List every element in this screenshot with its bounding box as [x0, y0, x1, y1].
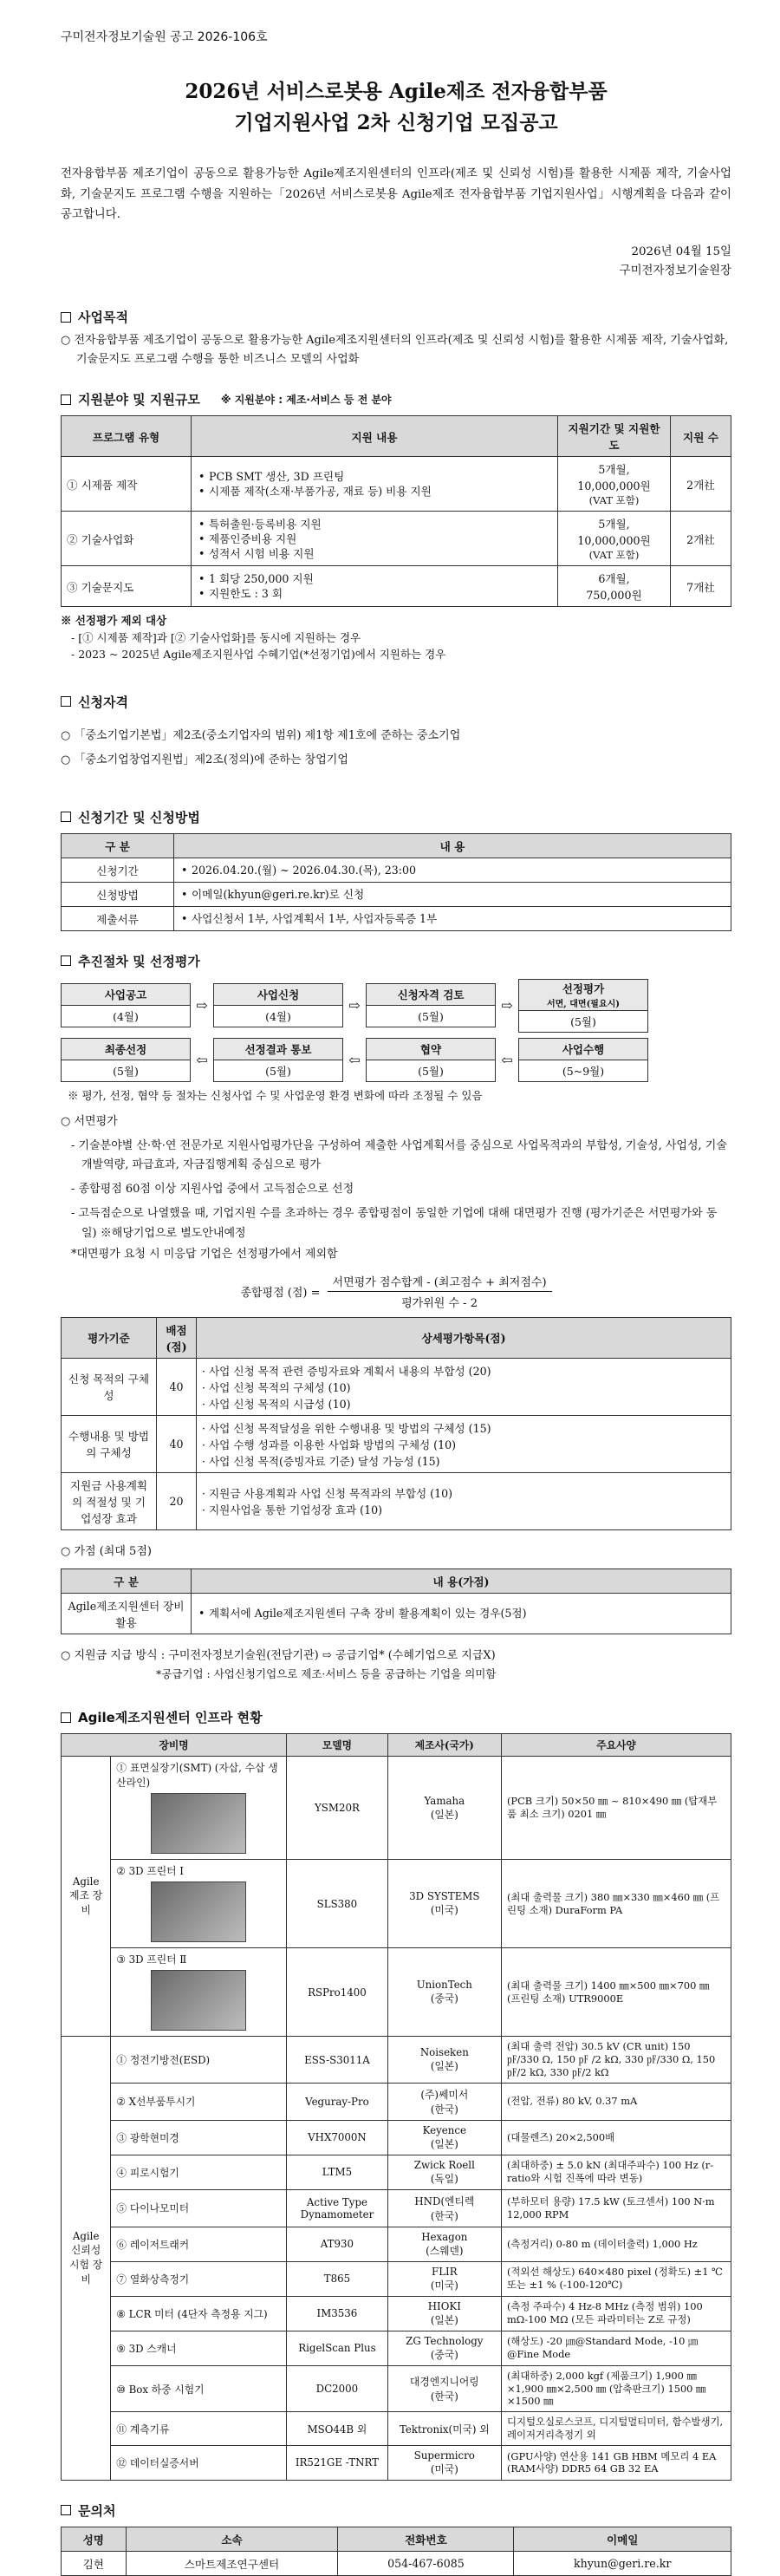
row-key: 제출서류: [62, 906, 174, 930]
flow-step-period: (5월): [265, 1064, 291, 1078]
checkbox-square-icon: [61, 312, 71, 323]
row-value: • 이메일(khyun@geri.re.kr)로 신청: [179, 887, 725, 902]
equipment-name: ⑦ 열화상측정기: [111, 2261, 287, 2296]
equipment-model: T865: [287, 2261, 387, 2296]
table-row: [62, 2037, 731, 2083]
formula-numerator: 서면평가 점수합계 - (최고점수 + 최저점수): [328, 1273, 552, 1292]
arrow-right-icon: ⇨: [196, 997, 208, 1014]
equipment-name: ⑩ Box 하중 시험기: [111, 2365, 287, 2411]
eval-item: *대면평가 요청 시 미응답 기업은 선정평가에서 제외함: [71, 1247, 338, 1261]
arrow-right-icon: ⇨: [348, 997, 361, 1014]
criteria-item: · 사업 신청 목적의 구체성 (10): [202, 1380, 351, 1394]
criteria-score: 40: [157, 1358, 197, 1415]
support-limit: 10,000,000원: [577, 534, 651, 548]
equipment-name: ⑤ 다이나모미터: [111, 2189, 287, 2227]
support-item: • 특허출원·등록비용 지원: [197, 517, 552, 532]
eval-title: ○ 서면평가: [61, 1115, 118, 1129]
section-title: 추진절차 및 선정평가: [78, 953, 200, 969]
purpose-text: ○ 전자융합부품 제조기업이 공동으로 활용가능한 Agile제조지원센터의 인프라(제조 및 신뢰성 시험)를 활용한 시제품 제작, 기술사업화, 기술문지도 프로그램 수행을 통한 비즈니스 모델의 사업화: [61, 334, 729, 367]
bonus-key: Agile제조지원센터 장비 활용: [62, 1593, 192, 1634]
section-application-heading: [61, 808, 731, 826]
bonus-value: • 계획서에 Agile제조지원센터 구축 장비 활용계획이 있는 경우(5점): [197, 1606, 725, 1621]
section-procedure-heading: [61, 952, 731, 970]
flow-step-period: (4월): [113, 1010, 139, 1024]
col-header: 내 용(가점): [192, 1568, 731, 1593]
bonus-title: ○ 가점 (최대 5점): [61, 1544, 152, 1558]
table-row: [62, 858, 731, 882]
flow-step-period: (5월): [418, 1010, 444, 1024]
table-row: [62, 1948, 731, 2037]
equipment-name: ⑨ 3D 스캐너: [111, 2331, 287, 2365]
equipment-name: ② 3D 프린터 Ⅰ: [116, 1865, 184, 1878]
support-count: 7개社: [671, 566, 731, 607]
contact-name: 김현: [62, 2551, 127, 2575]
table-row: [62, 2227, 731, 2261]
exclusion-item: - 2023 ~ 2025년 Agile제조지원사업 수혜기업(*선정기업)에서 지원하는 경우: [71, 648, 446, 662]
criteria-item: · 사업 수행 성과를 이용한 사업화 방법의 구체성 (10): [202, 1438, 457, 1451]
payment-note: *공급기업 : 사업신청기업으로 제조·서비스 등을 공급하는 기업을 의미함: [156, 1666, 497, 1680]
equipment-country: (미국): [430, 1904, 458, 1917]
equipment-spec: (최대하중) ± 5.0 kN (최대주파수) 100 Hz (r-ratio와 시험 진폭에 따라 변동): [501, 2155, 731, 2189]
col-header: 소속: [126, 2527, 338, 2551]
equipment-model: MSO44B 외: [287, 2412, 387, 2446]
equipment-spec: (부하모터 용량) 17.5 kW (토크센서) 100 N·m 12,000 RPM: [501, 2189, 731, 2227]
equipment-name: ① 정전기방전(ESD): [111, 2037, 287, 2083]
equipment-model: YSM20R: [287, 1757, 387, 1860]
row-value: • 사업신청서 1부, 사업계획서 1부, 사업자등록증 1부: [179, 911, 725, 926]
col-header: 내 용: [174, 833, 731, 858]
support-limit: 750,000원: [586, 589, 642, 603]
flow-step-subtitle: 서면, 대면(필요시): [546, 999, 621, 1009]
arrow-left-icon: ⇦: [501, 1051, 513, 1068]
equipment-photo: [151, 1970, 246, 2031]
equipment-name: ③ 3D 프린터 Ⅱ: [116, 1953, 187, 1966]
criteria-item: · 사업 신청 목적(증빙자료 기준) 달성 가능성 (15): [202, 1454, 440, 1468]
section-support-heading: [61, 390, 731, 408]
eval-item: - 고득점순으로 나열했을 때, 기업지원 수를 초과하는 경우 종합평점이 동일한 기업에 대해 대면평가 진행 (평가기준은 서면평가와 동일) ※해당기업으로 별도안내예정: [71, 1207, 718, 1240]
support-table: [61, 415, 731, 607]
section-title: 신청기간 및 신청방법: [78, 809, 200, 825]
equipment-spec: (해상도) -20 ㎛@Standard Mode, -10 ㎛@Fine Mode: [501, 2331, 731, 2365]
col-header: 이메일: [514, 2527, 731, 2551]
criteria-item: · 지원사업을 통한 기업성장 효과 (10): [202, 1503, 383, 1517]
flow-step-period: (4월): [265, 1010, 291, 1024]
table-row: [62, 2189, 731, 2227]
vat-note: (VAT 포함): [588, 549, 640, 562]
equipment-spec: (GPU사양) 연산용 141 GB HBM 메모리 4 EA (RAM사양) DDR5 64 GB 32 EA: [501, 2445, 731, 2480]
section-infra-heading: [61, 1708, 731, 1726]
intro-paragraph: 전자융합부품 제조기업이 공동으로 활용가능한 Agile제조지원센터의 인프라(제조 및 신뢰성 시험)를 활용한 시제품 제작, 기술사업화, 기술문지도 프로그램 수행을 지원하는「2026년 서비스로봇용 Agile제조 전자융합부품 기업지원사업」시행계획을 다음과 같이 공고합니다.: [61, 167, 731, 222]
eval-item: - 종합평점 60점 이상 지원사업 중에서 고득점순으로 선정: [71, 1183, 354, 1197]
support-item: • 성적서 시험 비용 지원: [197, 546, 552, 561]
col-header: 지원 내용: [192, 416, 558, 457]
support-item: • 제품인증비용 지원: [197, 532, 552, 546]
support-item: • PCB SMT 생산, 3D 프린팅: [197, 469, 552, 484]
flow-step: [61, 983, 191, 1027]
row-value: • 2026.04.20.(월) ~ 2026.04.30.(목), 23:00: [179, 863, 725, 877]
equipment-country: (한국): [430, 2209, 458, 2222]
equipment-spec: (측정거리) 0-80 m (데이터출력) 1,000 Hz: [501, 2227, 731, 2261]
equipment-spec: (최대하중) 2,000 kgf (제품크기) 1,900 ㎜×1,900 ㎜×2,500 ㎜ (압축판크기) 1500 ㎜×1500 ㎜: [501, 2365, 731, 2411]
table-row: [62, 2412, 731, 2446]
equipment-maker: FLIR: [432, 2265, 458, 2278]
table-row: [62, 906, 731, 930]
equipment-maker: Keyence: [422, 2123, 466, 2136]
criteria-score: 40: [157, 1415, 197, 1472]
equipment-model: ESS-S3011A: [287, 2037, 387, 2083]
equipment-country: (미국): [430, 2462, 458, 2475]
equipment-model: RSPro1400: [287, 1948, 387, 2037]
equipment-model: VHX7000N: [287, 2120, 387, 2155]
checkbox-square-icon: [61, 955, 71, 966]
criteria-name: 지원금 사용계획의 적절성 및 기업성장 효과: [62, 1472, 157, 1529]
table-row: [62, 1593, 731, 1634]
criteria-name: 수행내용 및 방법의 구체성: [62, 1415, 157, 1472]
equipment-spec: (최대 출력 전압) 30.5 kV (CR unit) 150 ㎊/330 Ω, 150 ㎊ /2 kΩ, 330 ㎊/330 Ω, 150 ㎊/2 kΩ, 330 ㎊/2 kΩ: [501, 2037, 731, 2083]
col-header: 프로그램 유형: [62, 416, 192, 457]
flow-step-period: (5월): [113, 1064, 139, 1078]
table-row: [62, 1472, 731, 1529]
support-period: 6개월,: [598, 572, 630, 586]
equipment-model: AT930: [287, 2227, 387, 2261]
col-header: 모델명: [287, 1734, 387, 1757]
score-formula: [61, 1273, 731, 1310]
flow-step-title: 최종선정: [62, 1039, 190, 1060]
contact-dept: 스마트제조연구센터: [126, 2551, 338, 2575]
equipment-name: ① 표면실장기(SMT) (자삽, 수삽 생산라인): [116, 1762, 278, 1790]
exclusion-notice: [61, 612, 731, 662]
section-title: Agile제조지원센터 인프라 현황: [78, 1710, 263, 1726]
table-row: [62, 2120, 731, 2155]
table-row: [62, 1860, 731, 1948]
flow-step: [213, 1038, 343, 1082]
section-title: 신청자격: [78, 694, 128, 710]
payment-method: ○ 지원금 지급 방식 : 구미전자정보기술원(전담기관) ⇨ 공급기업* (수혜기업으로 지급X): [61, 1648, 496, 1662]
equipment-model: RigelScan Plus: [287, 2331, 387, 2365]
criteria-name: 신청 목적의 구체성: [62, 1358, 157, 1415]
formula-label: 종합평점 (점) =: [240, 1286, 321, 1300]
row-key: 신청기간: [62, 858, 174, 882]
issue-info: [61, 243, 731, 283]
equipment-name: ⑥ 레이저트래커: [111, 2227, 287, 2261]
document-number: 구미전자정보기술원 공고 2026-106호: [61, 30, 268, 44]
table-row: [62, 1757, 731, 1860]
equipment-spec: (적외선 해상도) 640×480 pixel (정확도) ±1 ℃ 또는 ±1 % (-100-120℃): [501, 2261, 731, 2296]
application-table: [61, 833, 731, 931]
table-row: [62, 2083, 731, 2120]
criteria-table: [61, 1317, 731, 1530]
title-line-1: 2026년 서비스로봇용 Agile제조 전자융합부품: [185, 80, 608, 103]
equipment-country: (일본): [430, 2313, 458, 2326]
flow-step: [518, 979, 648, 1033]
equipment-maker: Tektronix(미국) 외: [399, 2423, 490, 2436]
equipment-spec: 디지털오실로스코프, 디지털멀티미터, 함수발생기, 레이저거리측정기 외: [501, 2412, 731, 2446]
table-row: [62, 2155, 731, 2189]
flow-step-title: 협약: [367, 1039, 495, 1060]
flow-step: [61, 1038, 191, 1082]
equipment-model: LTM5: [287, 2155, 387, 2189]
checkbox-square-icon: [61, 395, 71, 405]
group-label: Agile 신뢰성 시험 장비: [62, 2037, 111, 2481]
equipment-name: ② X선부품투시기: [111, 2083, 287, 2120]
vat-note: (VAT 포함): [588, 494, 640, 507]
equipment-spec: (최대 출력물 크기) 380 ㎜×330 ㎜×460 ㎜ (프린팅 소재) DuraForm PA: [501, 1860, 731, 1948]
equipment-photo: [151, 1793, 246, 1854]
table-row: [62, 2296, 731, 2331]
flow-note: ※ 평가, 선정, 협약 등 절차는 신청사업 수 및 사업운영 환경 변화에 따라 조정될 수 있음: [68, 1088, 483, 1102]
equipment-country: (한국): [430, 2103, 458, 2116]
col-header: 배점(점): [157, 1317, 197, 1358]
eval-item: - 기술분야별 산·학·연 전문가로 지원사업평가단을 구성하여 제출한 사업계획서를 중심으로 사업목적과의 부합성, 기술성, 사업성, 기술개발역량, 파급효과, 자금집행계획 중심으로 평가: [71, 1139, 727, 1172]
flow-step: [366, 1038, 496, 1082]
equipment-country: (일본): [430, 1808, 458, 1821]
equipment-spec: (최대 출력물 크기) 1400 ㎜×500 ㎜×700 ㎜ (프린팅 소재) UTR9000E: [501, 1948, 731, 2037]
checkbox-square-icon: [61, 1712, 71, 1723]
col-header: 상세평가항목(점): [197, 1317, 731, 1358]
col-header: 구 분: [62, 1568, 192, 1593]
equipment-spec: (전압, 전류) 80 kV, 0.37 mA: [501, 2083, 731, 2120]
flow-step-title: 사업공고: [62, 984, 190, 1006]
group-label: Agile 제조 장비: [62, 1757, 111, 2037]
issue-date: 2026년 04월 15일: [631, 245, 731, 258]
bonus-table: [61, 1568, 731, 1634]
procedure-flow: [61, 979, 731, 1082]
flow-step: [518, 1038, 648, 1082]
title-line-2: 기업지원사업 2차 신청기업 모집공고: [234, 110, 558, 134]
equipment-model: Veguray-Pro: [287, 2083, 387, 2120]
flow-step-title: 사업신청: [214, 984, 342, 1006]
equipment-model: SLS380: [287, 1860, 387, 1948]
equipment-maker: Noiseken: [419, 2046, 469, 2059]
equipment-photo: [151, 1881, 246, 1942]
flow-step-title: 신청자격 검토: [367, 984, 495, 1006]
row-key: 신청방법: [62, 882, 174, 906]
contact-table: [61, 2527, 731, 2576]
equipment-maker: Zwick Roell: [413, 2158, 475, 2171]
support-count: 2개社: [671, 512, 731, 566]
equipment-maker: HND(엔티렉: [414, 2194, 475, 2208]
table-row: [62, 1415, 731, 1472]
section-purpose-heading: [61, 308, 731, 326]
eligibility-item: ○ 「중소기업기본법」제2조(중소기업자의 범위) 제1항 제1호에 준하는 중소기업: [61, 728, 461, 742]
support-count: 2개社: [671, 457, 731, 512]
equipment-model: IM3536: [287, 2296, 387, 2331]
section-note: ※ 지원분야 : 제조·서비스 등 전 분야: [220, 394, 392, 407]
table-row: [62, 882, 731, 906]
table-row: [62, 2261, 731, 2296]
flow-step-period: (5월): [418, 1064, 444, 1078]
col-header: 구 분: [62, 833, 174, 858]
flow-step-title: 선정결과 통보: [214, 1039, 342, 1060]
arrow-left-icon: ⇦: [196, 1051, 208, 1068]
equipment-model: IR521GE -TNRT: [287, 2445, 387, 2480]
criteria-item: · 사업 신청 목적 관련 증빙자료와 계획서 내용의 부합성 (20): [202, 1364, 491, 1378]
flow-step: [213, 983, 343, 1027]
equipment-country: (한국): [430, 2390, 458, 2403]
equipment-name: ⑧ LCR 미터 (4단자 측정용 지그): [111, 2296, 287, 2331]
table-row: [62, 566, 731, 607]
criteria-item: · 사업 신청 목적달성을 위한 수행내용 및 방법의 구체성 (15): [202, 1421, 491, 1435]
col-header: 평가기준: [62, 1317, 157, 1358]
program-type: ① 시제품 제작: [62, 457, 192, 512]
table-row: [62, 2445, 731, 2480]
flow-step-period: (5~9월): [562, 1064, 605, 1078]
arrow-right-icon: ⇨: [501, 997, 513, 1014]
checkbox-square-icon: [61, 812, 71, 822]
checkbox-square-icon: [61, 2505, 71, 2515]
support-item: • 지원한도 : 3 회: [197, 586, 552, 601]
equipment-country: (독일): [430, 2172, 458, 2185]
contact-email[interactable]: khyun@geri.re.kr: [514, 2551, 731, 2575]
section-title: 지원분야 및 지원규모: [78, 392, 200, 408]
flow-step: [366, 983, 496, 1027]
equipment-model: Active Type Dynamometer: [287, 2189, 387, 2227]
section-contact-heading: [61, 2501, 731, 2520]
support-item: • 시제품 제작(소재·부품가공, 재료 등) 비용 지원: [197, 484, 552, 499]
exclusion-title: ※ 선정평가 제외 대상: [61, 614, 167, 628]
equipment-maker: (주)쎄미서: [420, 2088, 469, 2101]
col-header: 성명: [62, 2527, 127, 2551]
criteria-score: 20: [157, 1472, 197, 1529]
equipment-maker: Supermicro: [413, 2449, 475, 2462]
col-header: 지원기간 및 지원한도: [558, 416, 671, 457]
checkbox-square-icon: [61, 696, 71, 707]
equipment-maker: 대경엔지니어링: [409, 2376, 479, 2389]
table-row: [62, 457, 731, 512]
support-period: 5개월,: [598, 518, 630, 532]
support-period: 5개월,: [598, 463, 630, 477]
equipment-maker: ZG Technology: [406, 2334, 484, 2347]
equipment-name: ③ 광학현미경: [111, 2120, 287, 2155]
section-title: 문의처: [78, 2502, 116, 2519]
equipment-country: (일본): [430, 2137, 458, 2150]
flow-step-title-text: 선정평가: [562, 981, 605, 995]
equipment-country: (중국): [430, 1992, 458, 2005]
col-header: 제조사(국가): [387, 1734, 501, 1757]
equipment-spec: (대물렌즈) 20×2,500배: [501, 2120, 731, 2155]
equipment-maker: UnionTech: [416, 1979, 472, 1992]
equipment-spec: (PCB 크기) 50×50 ㎜ ~ 810×490 ㎜ (탑재부품 최소 크기) 0201 ㎜: [501, 1757, 731, 1860]
criteria-item: · 지원금 사용계획과 사업 신청 목적과의 부합성 (10): [202, 1487, 453, 1501]
flow-step-period: (5월): [570, 1014, 596, 1028]
exclusion-item: - [① 시제품 제작]과 [② 기술사업화]를 동시에 지원하는 경우: [71, 630, 361, 644]
table-row: [62, 2331, 731, 2365]
table-row: [62, 512, 731, 566]
criteria-item: · 사업 신청 목적의 시급성 (10): [202, 1397, 351, 1411]
infra-table: [61, 1733, 731, 2481]
issuing-org: 구미전자정보기술원장: [619, 264, 731, 278]
section-title: 사업목적: [78, 310, 128, 326]
equipment-name: ⑪ 계측기류: [111, 2412, 287, 2446]
col-header: 장비명: [62, 1734, 287, 1757]
equipment-spec: (측정 주파수) 4 Hz-8 MHz (측정 범위) 100 mΩ-100 MΩ (모든 파라미터는 Z로 규정): [501, 2296, 731, 2331]
equipment-country: (미국): [430, 2279, 458, 2292]
program-type: ② 기술사업화: [62, 512, 192, 566]
equipment-country: (일본): [430, 2060, 458, 2073]
flow-step-title: [519, 980, 647, 1011]
equipment-name: ⑫ 데이터실증서버: [111, 2445, 287, 2480]
equipment-maker: Yamaha: [424, 1794, 465, 1807]
program-type: ③ 기술문지도: [62, 566, 192, 607]
table-row: [62, 2365, 731, 2411]
flow-step-title: 사업수행: [519, 1039, 647, 1060]
arrow-left-icon: ⇦: [348, 1051, 361, 1068]
page-title: [61, 76, 731, 138]
section-eligibility-heading: [61, 693, 731, 711]
table-row: [62, 1358, 731, 1415]
formula-denominator: 평가위원 수 - 2: [401, 1296, 478, 1310]
equipment-model: DC2000: [287, 2365, 387, 2411]
equipment-maker: HIOKI: [427, 2299, 461, 2312]
equipment-name: ④ 피로시험기: [111, 2155, 287, 2189]
equipment-country: (중국): [430, 2348, 458, 2361]
col-header: 주요사양: [501, 1734, 731, 1757]
equipment-country: (스웨덴): [426, 2244, 464, 2257]
eligibility-item: ○ 「중소기업창업지원법」제2조(정의)에 준하는 창업기업: [61, 753, 348, 766]
col-header: 전화번호: [338, 2527, 514, 2551]
contact-phone: 054-467-6085: [338, 2551, 514, 2575]
support-limit: 10,000,000원: [577, 479, 651, 493]
equipment-maker: Hexagon: [421, 2230, 468, 2243]
col-header: 지원 수: [671, 416, 731, 457]
equipment-maker: 3D SYSTEMS: [409, 1890, 480, 1903]
support-item: • 1 회당 250,000 지원: [197, 571, 552, 586]
